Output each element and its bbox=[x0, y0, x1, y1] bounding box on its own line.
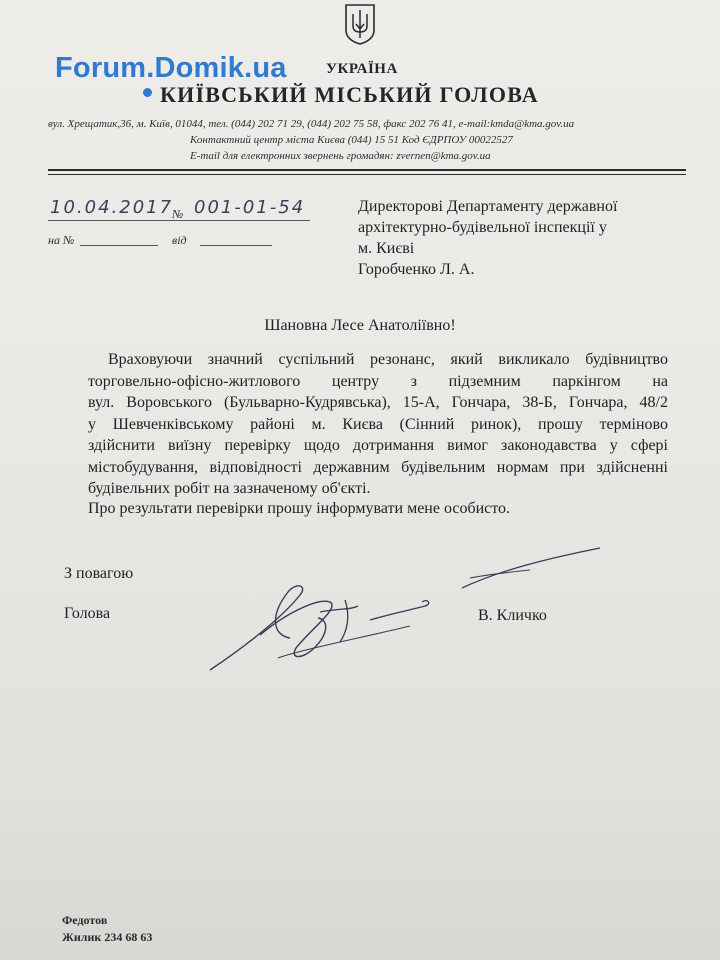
reference-date-label: від bbox=[172, 233, 187, 247]
salutation bbox=[0, 317, 720, 335]
reference-number-label: на № bbox=[48, 233, 75, 247]
registration-date: 10.04.2017 bbox=[50, 197, 174, 218]
letter-body bbox=[90, 349, 668, 500]
paragraph-line: будівельних робіт на зазначеному об'єкті. bbox=[88, 480, 371, 497]
contact-address: вул. Хрещатик,36, м. Київ, 01044, тел. (044) 202 71 29, (044) 202 75 58, факс 202 76 41, e-mail:kmda@kma.gov.ua bbox=[48, 118, 575, 130]
registration-number: 001-01-54 bbox=[194, 197, 306, 218]
closing-phrase: З повагою bbox=[64, 565, 134, 582]
addressee-line: Директорові Департаменту державної bbox=[358, 198, 618, 215]
addressee-line: Горобченко Л. А. bbox=[358, 261, 475, 278]
addressee-line: архітектурно-будівельної інспекції у bbox=[358, 219, 607, 236]
coat-of-arms-icon bbox=[343, 2, 377, 46]
second-paragraph: Про результати перевірки прошу інформувати мене особисто. bbox=[88, 500, 511, 517]
paragraph-line: містобудування, відповідності державним будівельним нормам при здійсненні bbox=[88, 458, 668, 476]
main-paragraph bbox=[90, 349, 668, 500]
paragraph-line: Враховуючи значний суспільний резонанс, який викликало будівництво bbox=[108, 351, 668, 368]
signatory-name: В. Кличко bbox=[478, 607, 547, 624]
reference-date-line bbox=[200, 245, 272, 246]
country-name: УКРАЇНА bbox=[326, 61, 398, 77]
reference-number-line bbox=[80, 245, 158, 246]
signatory-position: Голова bbox=[64, 605, 111, 622]
executor-name: Федотов bbox=[62, 913, 108, 927]
handwritten-signature bbox=[200, 540, 610, 680]
salutation-text: Шановна Лесе Анатоліївно! bbox=[264, 317, 456, 334]
watermark-dot bbox=[143, 88, 152, 97]
addressee-line: м. Києві bbox=[358, 240, 415, 257]
header-rule-thick bbox=[48, 169, 686, 171]
registration-underline bbox=[48, 220, 310, 221]
contact-email: E-mail для електронних звернень громадян: zvernen@kma.gov.ua bbox=[190, 150, 491, 162]
paragraph-line: здійснити виїзну перевірку щодо дотримання вимог законодавства у сфері bbox=[88, 437, 668, 454]
contact-center: Контактний центр міста Києва (044) 15 51 Код ЄДРПОУ 00022527 bbox=[190, 134, 513, 146]
office-title: КИЇВСЬКИЙ МІСЬКИЙ ГОЛОВА bbox=[160, 82, 539, 107]
paragraph-line: у Шевченківському районі м. Києва (Сінний ринок), прошу терміново bbox=[88, 415, 668, 433]
header-rule-thin bbox=[48, 174, 686, 175]
watermark-text: Forum.Domik.ua bbox=[55, 52, 287, 84]
paragraph-line: вул. Воровського (Бульварно-Кудрявська), 15-А, Гончара, 38-Б, Гончара, 48/2 bbox=[88, 394, 668, 411]
registration-number-label: № bbox=[172, 207, 184, 221]
executor-phone: Жилик 234 68 63 bbox=[62, 930, 153, 944]
paragraph-line: торговельно-офісно-житлового центру з підземним паркінгом на bbox=[88, 372, 668, 390]
addressee-block bbox=[358, 196, 678, 280]
